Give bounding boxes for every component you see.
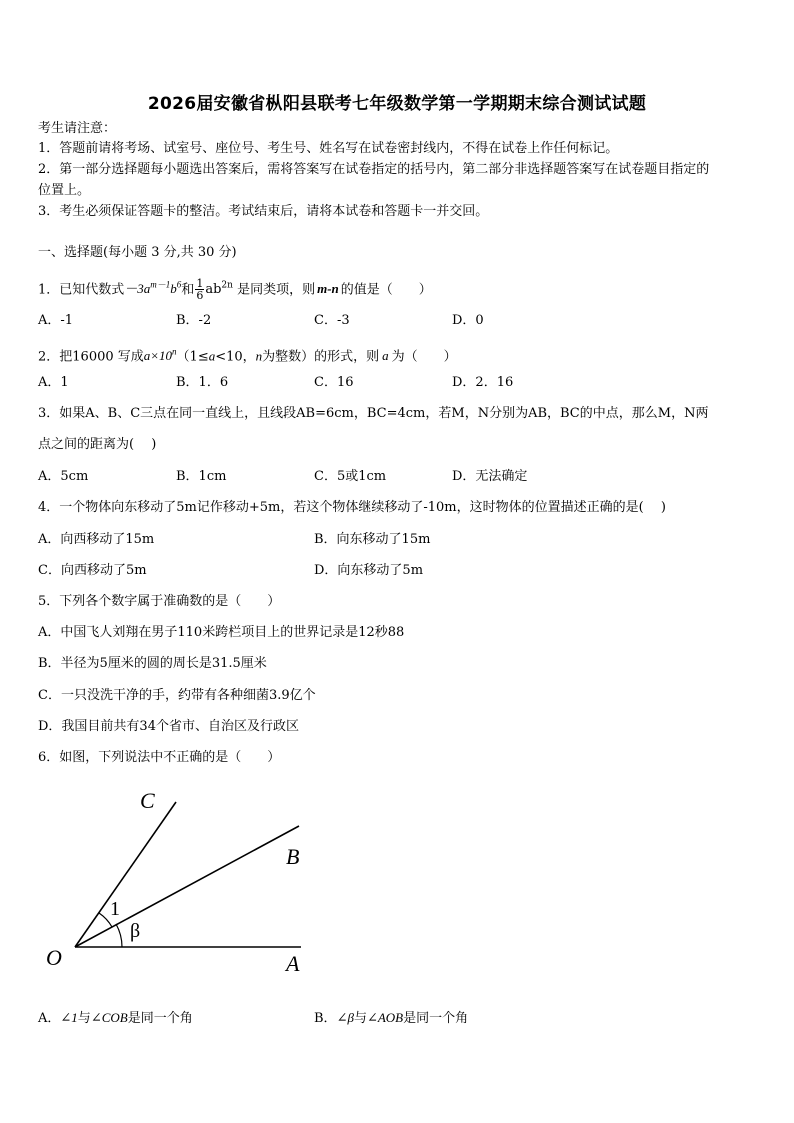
q1-term1: $-3a^{m-1}b^6$ <box>124 280 182 297</box>
q1-option-d: D．0 <box>452 313 484 328</box>
q2-cond-var: a <box>208 348 216 364</box>
label-o: O <box>46 945 62 970</box>
ray-ob <box>75 826 299 947</box>
notice-item-3: 3．考生必须保证答题卡的整洁。考试结束后，请将本试卷和答题卡一并交回。 <box>38 204 489 219</box>
notice-item-1: 1．答题前请将考场、试室号、座位号、考生号、姓名写在试卷密封线内，不得在试卷上作任何标记。 <box>38 141 619 156</box>
q1-option-b: B．-2 <box>176 313 212 328</box>
q2-option-a: A．1 <box>38 375 69 390</box>
page-title: 2026届安徽省枞阳县联考七年级数学第一学期期末综合测试试题 <box>147 94 647 114</box>
q2-ans-var: a <box>382 348 389 364</box>
q2-option-d: D．2．16 <box>452 375 514 390</box>
q6-option-a: A．∠1与∠COB是同一个角 <box>38 1010 193 1026</box>
q2-cond-b: <10， <box>215 349 256 365</box>
q1-suffix-b: 的值是（ ） <box>340 282 432 298</box>
q3-option-c: C．5或1cm <box>314 469 387 484</box>
question-2 <box>38 344 457 365</box>
ray-oc <box>75 802 176 947</box>
notice-item-2: 2．第一部分选择题每小题选出答案后，需将答案写在试卷指定的括号内，第二部分非选择题答案写在试卷题目指定的 <box>38 162 710 177</box>
question-3-line-1: 3．如果A、B、C三点在同一直线上，且线段AB=6cm，BC=4cm，若M，N分别为AB，BC的中点，那么M，N两 <box>38 406 709 421</box>
label-a: A <box>286 951 300 976</box>
q4-option-c: C．向西移动了5m <box>38 563 147 578</box>
q5-option-a: A．中国飞人刘翔在男子110米跨栏项目上的世界记录是12秒88 <box>38 625 405 640</box>
q2-option-c: C．16 <box>314 375 354 390</box>
q2-prefix: 2．把16000 写成 <box>38 349 144 365</box>
q2-suffix: 为（ ） <box>391 349 457 365</box>
label-c: C <box>140 788 155 813</box>
arc-beta <box>116 924 122 947</box>
q3-option-a: A．5cm <box>38 469 89 484</box>
label-b: B <box>286 844 300 869</box>
q2-option-b: B．1．6 <box>176 375 229 390</box>
question-6: 6．如图，下列说法中不正确的是（ ） <box>38 750 281 765</box>
question-3-line-2: 点之间的距离为( ) <box>38 437 157 452</box>
q2-cond-n: n <box>255 348 263 364</box>
notice-item-2-cont: 位置上。 <box>38 183 91 198</box>
q6-option-b: B．∠β与∠AOB是同一个角 <box>314 1010 469 1026</box>
q1-option-c: C．-3 <box>314 313 350 328</box>
q3-option-b: B．1cm <box>176 469 227 484</box>
question-1 <box>38 277 432 301</box>
q4-option-a: A．向西移动了15m <box>38 532 155 547</box>
q1-and: 和 <box>181 282 195 298</box>
q1-suffix: 是同类项，则 <box>237 282 316 298</box>
q2-cond-c: 为整数）的形式，则 <box>262 349 380 365</box>
q1-term2: $ab^{2n}$ <box>205 281 233 298</box>
q5-option-c: C．一只没洗干净的手，约带有各种细菌3.9亿个 <box>38 688 316 703</box>
q1-prefix: 1．已知代数式 <box>38 282 125 298</box>
question-5: 5．下列各个数字属于准确数的是（ ） <box>38 594 281 609</box>
label-beta: β <box>130 920 141 942</box>
label-angle-1: 1 <box>110 898 120 920</box>
q5-option-b: B．半径为5厘米的圆的周长是31.5厘米 <box>38 656 267 671</box>
angle-figure <box>40 780 320 985</box>
q2-expr: $a\times 10^n$ <box>143 347 177 364</box>
q5-option-d: D．我国目前共有34个省市、自治区及行政区 <box>38 719 299 734</box>
q1-fraction: $\frac{1}{6}$ <box>196 277 204 303</box>
q4-option-d: D．向东移动了5m <box>314 563 424 578</box>
question-4: 4．一个物体向东移动了5m记作移动+5m，若这个物体继续移动了-10m，这时物体的位置描述正确的是( ) <box>38 500 666 515</box>
q4-option-b: B．向东移动了15m <box>314 532 431 547</box>
section-heading: 一、选择题(每小题 3 分,共 30 分) <box>38 245 237 260</box>
q3-option-d: D．无法确定 <box>452 469 528 484</box>
q1-option-a: A．-1 <box>38 313 74 328</box>
q2-cond-a: （1≤ <box>176 349 209 365</box>
notice-heading: 考生请注意： <box>38 121 117 136</box>
q1-mn: m-n <box>317 281 339 297</box>
